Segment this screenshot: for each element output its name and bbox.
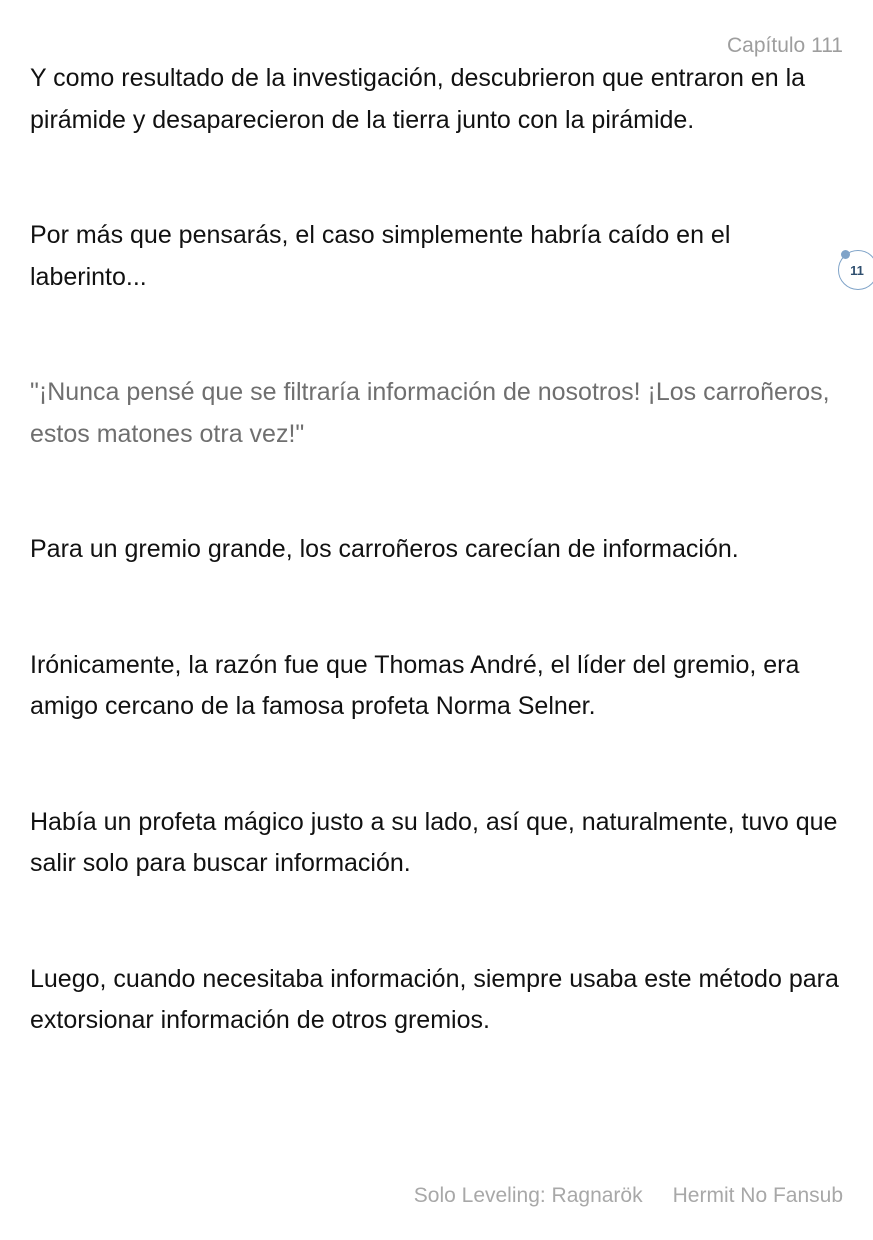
chapter-label: Capítulo 111 — [727, 34, 843, 57]
badge-indicator-dot — [841, 250, 850, 259]
paragraph: Había un profeta mágico justo a su lado, así que, naturalmente, tuvo que salir solo para buscar información. — [30, 807, 838, 877]
reading-content — [30, 58, 848, 1042]
translator-credit: Hermit No Fansub — [672, 1184, 843, 1207]
page-number-badge[interactable]: 11 — [838, 250, 873, 290]
paragraph: Y como resultado de la investigación, descubrieron que entraron en la pirámide y desaparecieron de la tierra junto con la pirámide. — [30, 64, 806, 134]
footer — [414, 1182, 843, 1210]
paragraph: Para un gremio grande, los carroñeros carecían de información. — [30, 535, 739, 563]
paragraph: Luego, cuando necesitaba información, siempre usaba este método para extorsionar información de otros gremios. — [30, 964, 839, 1034]
dialogue-paragraph: "¡Nunca pensé que se filtraría información de nosotros! ¡Los carroñeros, estos matones otra vez!" — [30, 378, 830, 448]
book-title: Solo Leveling: Ragnarök — [413, 1184, 643, 1207]
paragraph: Irónicamente, la razón fue que Thomas André, el líder del gremio, era amigo cercano de la famosa profeta Norma Selner. — [30, 650, 800, 720]
paragraph: Por más que pensarás, el caso simplemente habría caído en el laberinto... — [30, 221, 731, 291]
